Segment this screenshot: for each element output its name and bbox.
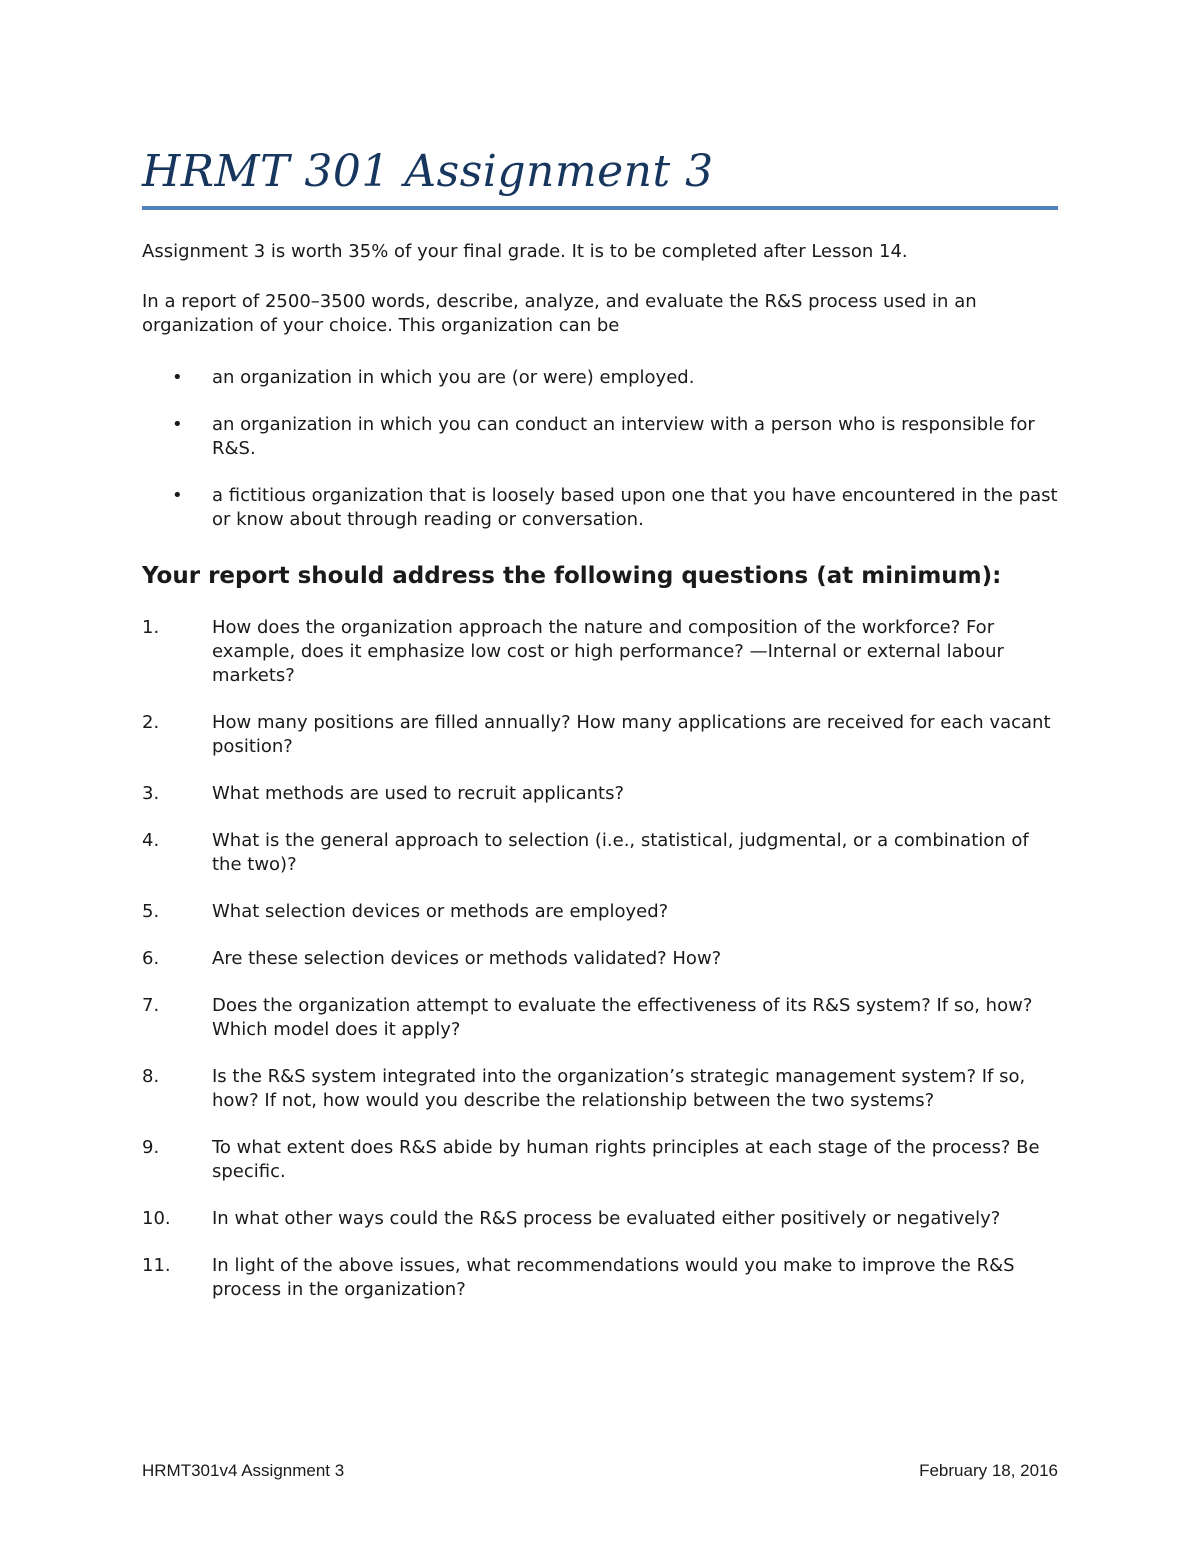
question-number: 7. <box>142 995 160 1016</box>
bullet-icon: • <box>172 485 183 506</box>
question-number: 6. <box>142 948 160 969</box>
document-title: HRMT 301 Assignment 3 <box>142 146 714 197</box>
list-item <box>142 1136 1058 1184</box>
footer-date: February 18, 2016 <box>919 1461 1058 1480</box>
list-item <box>142 484 1058 532</box>
question-number: 10. <box>142 1208 171 1229</box>
questions-list <box>142 616 1058 1302</box>
list-item <box>142 782 1058 806</box>
question-text: Is the R&S system integrated into the organization’s strategic management system? If so, how? If not, how would you describe the relationship between the two systems? <box>212 1066 1026 1111</box>
list-item <box>142 1254 1058 1302</box>
question-number: 1. <box>142 617 160 638</box>
question-text: What selection devices or methods are employed? <box>212 901 669 922</box>
question-number: 3. <box>142 783 160 804</box>
bullet-icon: • <box>172 367 183 388</box>
list-item <box>142 900 1058 924</box>
question-number: 9. <box>142 1137 160 1158</box>
list-item <box>142 947 1058 971</box>
question-text: Are these selection devices or methods validated? How? <box>212 948 722 969</box>
question-text: How does the organization approach the nature and composition of the workforce? For example, does it emphasize low cost or high performance? —Internal or external labour markets? <box>212 617 1004 686</box>
question-text: What methods are used to recruit applicants? <box>212 783 625 804</box>
question-text: Does the organization attempt to evaluate the effectiveness of its R&S system? If so, how? Which model does it apply? <box>212 995 1033 1040</box>
option-text: a fictitious organization that is loosely based upon one that you have encountered in the past or know about through reading or conversation. <box>212 485 1058 530</box>
question-text: In light of the above issues, what recommendations would you make to improve the R&S process in the organization? <box>212 1255 1015 1300</box>
question-number: 4. <box>142 830 160 851</box>
list-item <box>142 366 1058 390</box>
list-item <box>142 616 1058 688</box>
question-text: What is the general approach to selection (i.e., statistical, judgmental, or a combination of the two)? <box>212 830 1029 875</box>
footer-document-id: HRMT301v4 Assignment 3 <box>142 1461 345 1480</box>
options-list <box>142 366 1058 532</box>
question-number: 2. <box>142 712 160 733</box>
option-text: an organization in which you are (or were) employed. <box>212 367 695 388</box>
list-item <box>142 413 1058 461</box>
question-text: In what other ways could the R&S process be evaluated either positively or negatively? <box>212 1208 1001 1229</box>
document-page <box>142 0 1058 1553</box>
question-number: 8. <box>142 1066 160 1087</box>
list-item <box>142 994 1058 1042</box>
list-item <box>142 829 1058 877</box>
list-item <box>142 1207 1058 1231</box>
list-item <box>142 1065 1058 1113</box>
option-text: an organization in which you can conduct an interview with a person who is responsible for R&S. <box>212 414 1035 459</box>
question-number: 5. <box>142 901 160 922</box>
question-text: How many positions are filled annually? How many applications are received for each vacant position? <box>212 712 1051 757</box>
list-item <box>142 711 1058 759</box>
description-paragraph: In a report of 2500–3500 words, describe, analyze, and evaluate the R&S process used in an organization of your choice. This organization can be <box>142 291 977 336</box>
question-number: 11. <box>142 1255 171 1276</box>
questions-heading: Your report should address the following questions (at minimum): <box>142 563 1002 589</box>
intro-paragraph: Assignment 3 is worth 35% of your final grade. It is to be completed after Lesson 14. <box>142 241 908 262</box>
document-body <box>142 240 1058 1325</box>
title-underline <box>142 206 1058 210</box>
question-text: To what extent does R&S abide by human rights principles at each stage of the process? Be specific. <box>212 1137 1040 1182</box>
bullet-icon: • <box>172 414 183 435</box>
